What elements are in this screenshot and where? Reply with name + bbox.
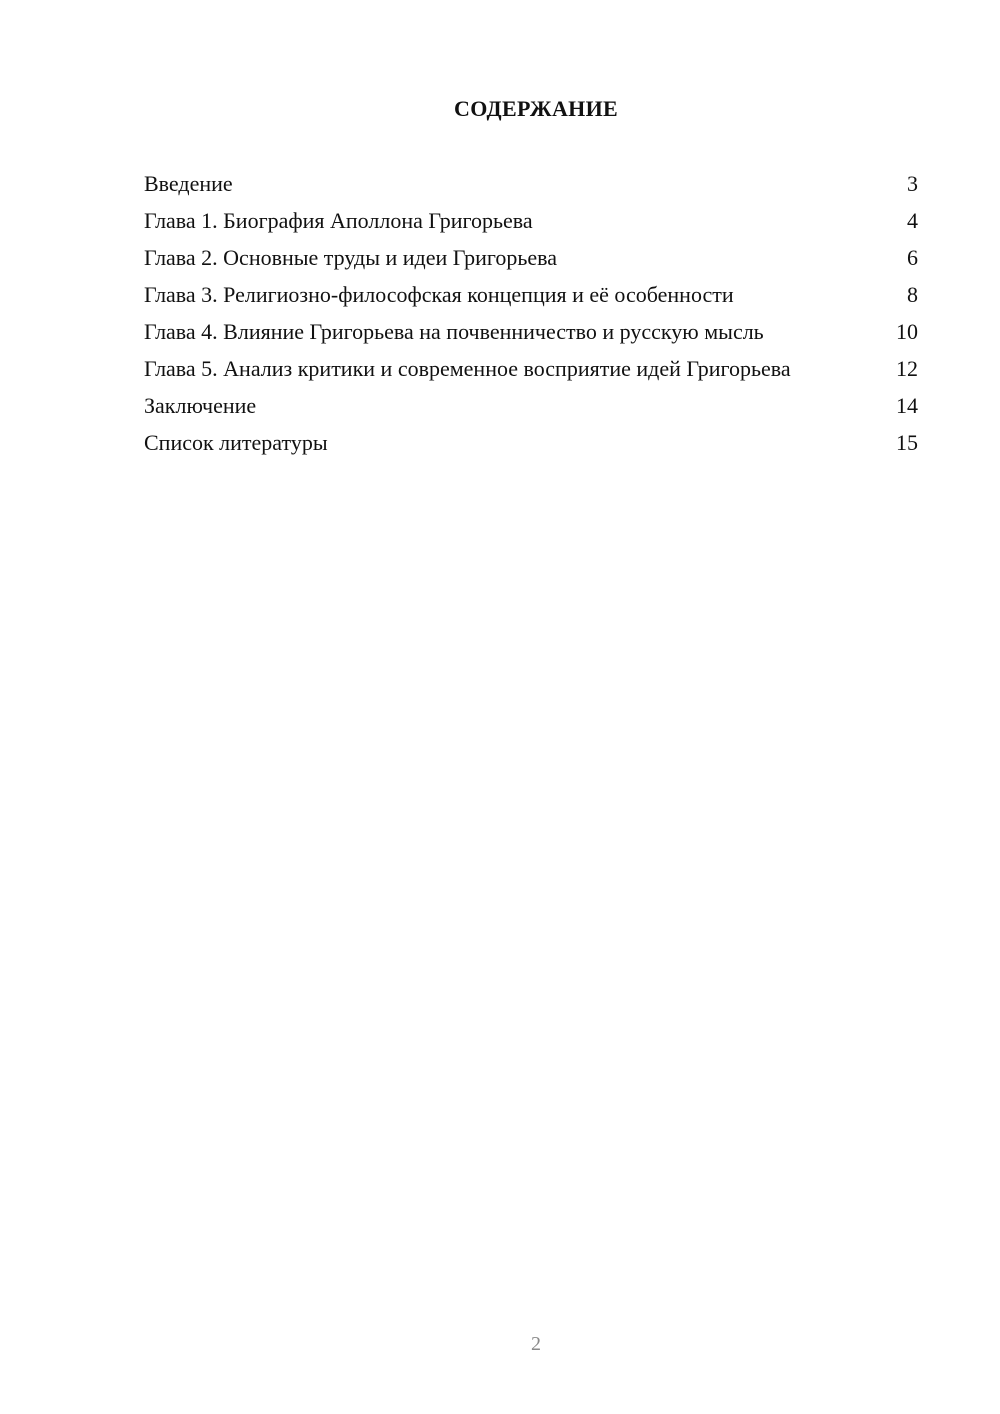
- toc-entry-label: Глава 4. Влияние Григорьева на почвенничество и русскую мысль: [144, 319, 764, 344]
- toc-entry-page: 4: [907, 208, 918, 233]
- toc-entry-page: 10: [896, 319, 918, 344]
- toc-entry-label: Заключение: [144, 393, 257, 418]
- toc-entry-label: Список литературы: [144, 430, 328, 455]
- toc-entry-chapter-2: [144, 244, 918, 271]
- toc-entry-conclusion: [144, 392, 918, 419]
- toc-entry-label: Глава 5. Анализ критики и современное восприятие идей Григорьева: [144, 356, 791, 381]
- toc-entry-chapter-1: [144, 207, 918, 234]
- toc-entry-page: 14: [896, 393, 918, 418]
- toc-entry-page: 15: [896, 430, 918, 455]
- toc-entry-page: 8: [907, 282, 918, 307]
- toc-entry-page: 3: [907, 171, 918, 196]
- toc-entry-label: Глава 2. Основные труды и идеи Григорьева: [144, 245, 558, 270]
- toc-entry-page: 12: [896, 356, 918, 381]
- toc-entry-label: Введение: [144, 171, 233, 196]
- toc-entry-introduction: [144, 170, 918, 197]
- toc-entry-chapter-4: [144, 318, 918, 345]
- toc-entry-chapter-3: [144, 281, 918, 308]
- toc-entry-page: 6: [907, 245, 918, 270]
- table-of-contents: [144, 170, 918, 466]
- toc-entry-label: Глава 3. Религиозно-философская концепция и её особенности: [144, 282, 734, 307]
- toc-entry-label: Глава 1. Биография Аполлона Григорьева: [144, 208, 533, 233]
- page-title: СОДЕРЖАНИЕ: [454, 96, 618, 121]
- page-number: 2: [531, 1333, 541, 1355]
- toc-entry-chapter-5: [144, 355, 918, 382]
- toc-entry-bibliography: [144, 429, 918, 456]
